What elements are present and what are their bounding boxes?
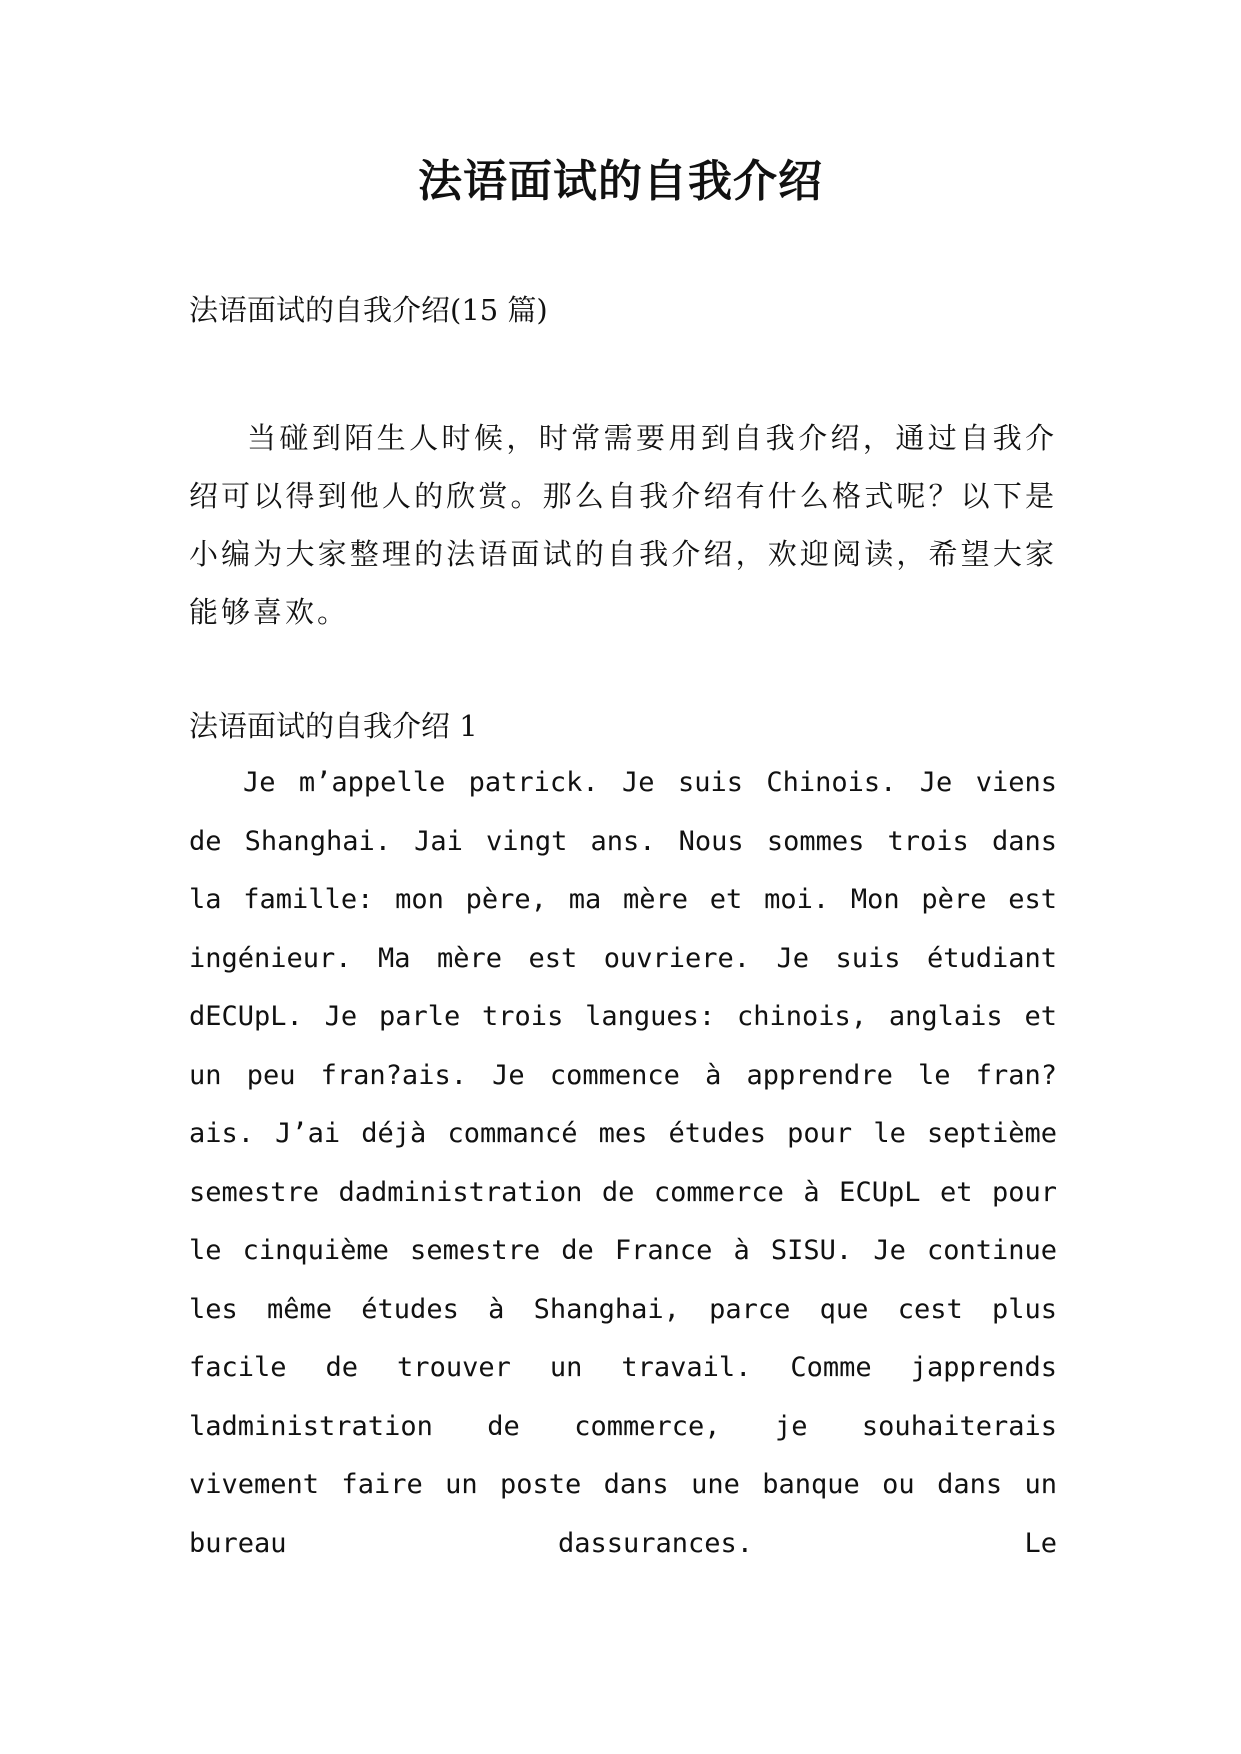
- section-heading: 法语面试的自我介绍 1: [189, 709, 478, 743]
- document-subtitle: 法语面试的自我介绍(15 篇): [189, 293, 548, 327]
- intro-paragraph: 当碰到陌生人时候，时常需要用到自我介绍，通过自我介绍可以得到他人的欣赏。那么自我介绍有什么格式呢？以下是小编为大家整理的法语面试的自我介绍，欢迎阅读，希望大家能够喜欢。: [189, 421, 1057, 629]
- section-body-paragraph: Je m’appelle patrick. Je suis Chinois. Je viens de Shanghai. Jai vingt ans. Nous sommes trois dans la famille: mon père, ma mère et moi. Mon père est ingénieur. Ma mère est ouvriere. Je suis étudiant dECUpL. Je parle trois langues: chinois, anglais et un peu fran?ais. Je commence à apprendre le fran?ais. J’ai déjà commancé mes études pour le septième semestre dadministration de commerce à ECUpL et pour le cinquième semestre de France à SISU. Je continue les même études à Shanghai, parce que cest plus facile de trouver un travail. Comme japprends ladministration de commerce, je souhaiterais vivement faire un poste dans une banque ou dans un bureau dassurances. Le: [189, 767, 1057, 1559]
- document-title: 法语面试的自我介绍: [418, 156, 823, 207]
